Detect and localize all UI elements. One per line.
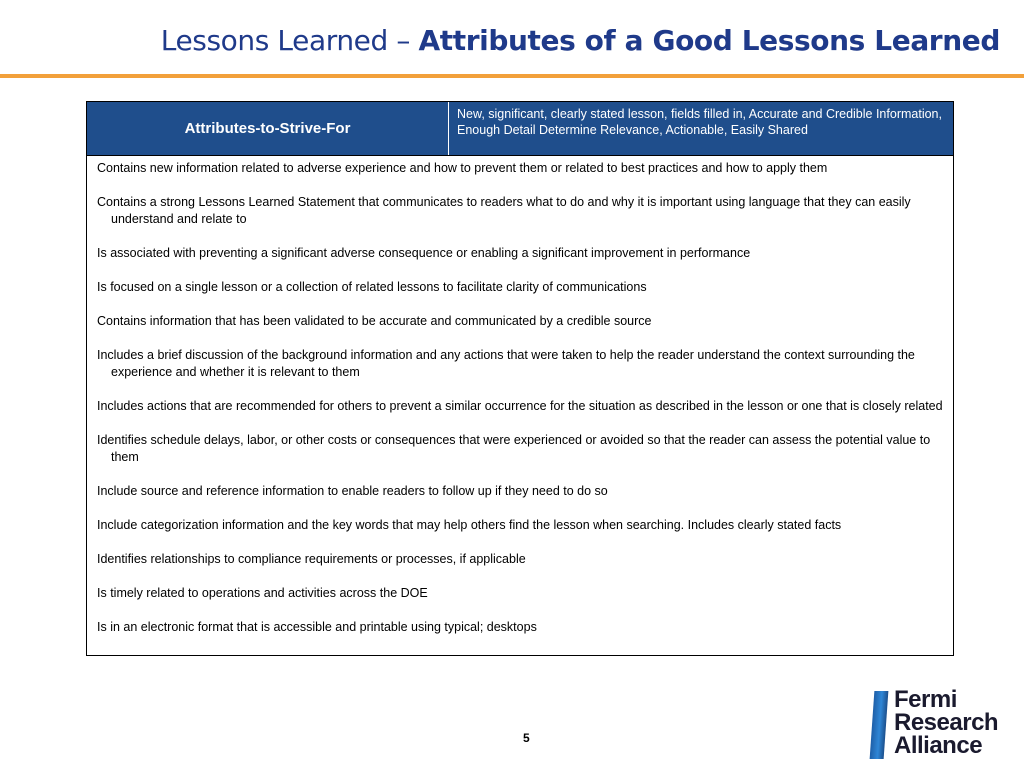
logo-line: Fermi [894, 686, 957, 713]
logo-bar-icon [870, 691, 889, 759]
list-item: Is associated with preventing a significant adverse consequence or enabling a significant improvement in performance [97, 246, 751, 260]
list-item: Identifies schedule delays, labor, or other costs or consequences that were experienced or avoided so that the reader can assess the potential value to them [97, 433, 931, 464]
list-item: Contains new information related to adverse experience and how to prevent them or related to best practices and how to apply them [97, 161, 828, 175]
list-item: Includes actions that are recommended for others to prevent a similar occurrence for the situation as described in the lesson or one that is closely related [97, 399, 943, 413]
page-title [161, 24, 1000, 57]
page-title-bold: Attributes of a Good Lessons Learned [418, 24, 1000, 57]
list-item: Identifies relationships to compliance requirements or processes, if applicable [97, 552, 526, 566]
header-right-cell: New, significant, clearly stated lesson, fields filled in, Accurate and Credible Information, Enough Detail Determine Relevance, Actionable, Easily Shared [449, 102, 953, 155]
logo-text [894, 688, 998, 757]
list-item: Include categorization information and the key words that may help others find the lesson when searching. Includes clearly stated facts [97, 518, 842, 532]
table-header-row [87, 102, 953, 156]
list-item: Include source and reference information to enable readers to follow up if they need to do so [97, 484, 608, 498]
list-item: Is focused on a single lesson or a collection of related lessons to facilitate clarity of communications [97, 280, 647, 294]
list-item: Is timely related to operations and activities across the DOE [97, 586, 428, 600]
attributes-table [86, 101, 954, 656]
accent-rule [0, 74, 1024, 78]
logo-line: Research [894, 709, 999, 736]
page-title-regular: Lessons Learned – [160, 24, 419, 57]
list-item: Contains information that has been validated to be accurate and communicated by a credible source [97, 314, 652, 328]
list-item: Is in an electronic format that is accessible and printable using typical; desktops [97, 620, 537, 634]
page-number: 5 [523, 731, 530, 745]
list-item: Contains a strong Lessons Learned Statement that communicates to readers what to do and why it is important using language that they can easily understand and relate to [97, 195, 911, 226]
attributes-list [87, 156, 953, 636]
header-left-cell: Attributes-to-Strive-For [87, 102, 449, 155]
fermi-research-alliance-logo [872, 688, 1018, 760]
list-item: Includes a brief discussion of the background information and any actions that were taken to help the reader understand the context surrounding the experience and whether it is relevant to them [97, 348, 915, 379]
logo-line: Alliance [894, 732, 983, 759]
